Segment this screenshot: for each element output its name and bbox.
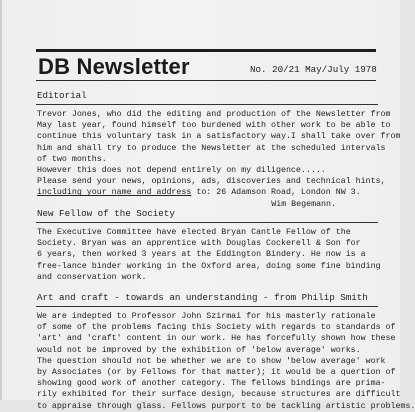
masthead-rule (36, 80, 376, 81)
editorial-line: May last year, found himself too burdened with other work to be able to (37, 121, 391, 131)
fellow-line: free-lance binder working in the Oxford area, doing some fine binding (37, 261, 381, 271)
editor-signature: Wim Begemann. (271, 199, 336, 209)
art-line: We are indepted to Professor John Szirmai for his masterly rationale (37, 312, 376, 321)
section-rule (36, 306, 378, 307)
art-line: rily exhibited for their surface design, because structures are difficult (37, 390, 401, 400)
editorial-line: However this does not depend entirely on my diligence..... (37, 166, 326, 176)
editorial-line: him and shall try to produce the Newsletter at the scheduled intervals (37, 143, 386, 153)
top-rule (36, 49, 376, 52)
editorial-address-line (37, 187, 378, 198)
newsletter-title: DB Newsletter (38, 54, 190, 79)
editorial-section (36, 90, 401, 210)
fellow-heading: New Fellow of the Society (37, 208, 175, 219)
art-line: to appraise through glass. Fellows purport to be tackling artistic problems. (37, 401, 415, 411)
fellow-line: and conservation work. (37, 272, 147, 282)
editorial-line: continue this voluntary task in a satisfactory way.I shall take over from (37, 132, 401, 142)
art-craft-section (36, 292, 415, 412)
editorial-heading: Editorial (37, 90, 87, 101)
address-text: to: 26 Adamson Road, London NW 3. (191, 188, 361, 198)
section-rule (36, 222, 378, 223)
fellow-line: The Executive Committee have elected Bryan Cantle Fellow of the (37, 228, 351, 237)
fellow-line: Society. Bryan was an apprentice with Douglas Cockerell & Son for (37, 239, 361, 249)
editorial-line: Please send your news, opinions, ads, discoveries and technical hints, (37, 177, 386, 187)
art-line: would not be improved by the exhibition of 'below average' works. (37, 345, 361, 355)
page-edge-shadow (0, 0, 2, 400)
fellow-body (36, 227, 381, 283)
section-rule (36, 104, 378, 105)
editorial-line: of two months. (37, 154, 107, 164)
art-craft-heading: Art and craft - towards an understanding - from Philip Smith (37, 292, 368, 303)
art-craft-body (36, 311, 415, 412)
editorial-line: Trevor Jones, who did the editing and production of the Newsletter from (37, 110, 391, 119)
art-line: showing good work of another category. The fellows bindings are prima- (37, 379, 386, 389)
art-line: 'art' and 'craft' content in our work. He has forcefully shown how these (37, 334, 396, 344)
fellow-line: 6 years, then worked 3 years at the Eddington Bindery. He now is a (37, 250, 366, 260)
address-underlined: including your name and address (37, 188, 192, 198)
editorial-body (36, 109, 401, 210)
fellow-section (36, 208, 381, 283)
art-line: by Associates (or by Fellows for that matter); it would be a quertion of (37, 368, 396, 378)
art-line: of some of the problems facing this Society with regards to standards of (37, 323, 396, 333)
issue-number: No. 20/21 May/July 1978 (250, 64, 377, 75)
art-line: The question should not be whether we are to show 'below average' work (37, 356, 386, 366)
